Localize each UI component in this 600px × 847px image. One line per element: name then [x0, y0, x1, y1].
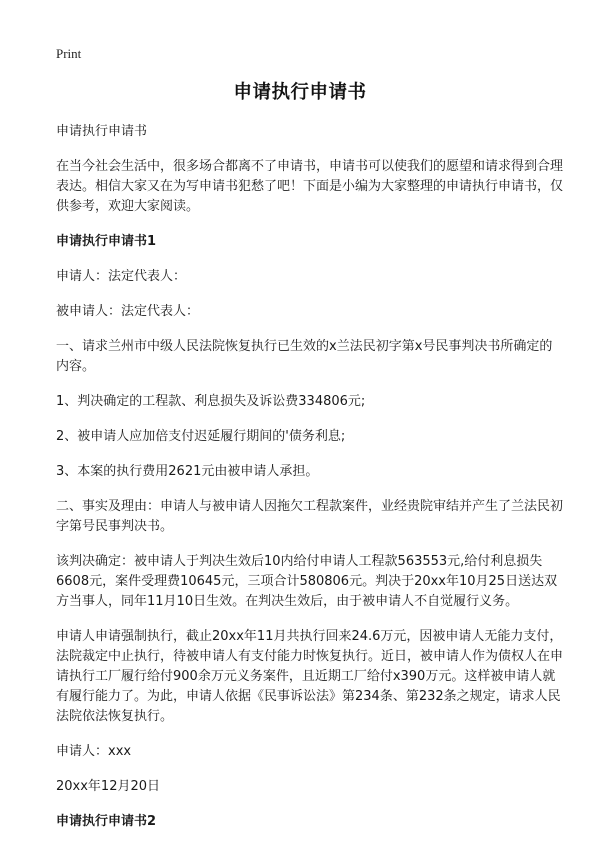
intro-paragraph: 在当今社会生活中，很多场合都离不了申请书，申请书可以使我们的愿望和请求得到合理表达。相信大家又在为写申请书犯愁了吧！下面是小编为大家整理的申请执行申请书，仅供参考，欢迎大家阅读。 [56, 159, 564, 214]
signature-line: 申请人：xxx [56, 744, 132, 759]
request-item-1: 1、判决确定的工程款、利息损失及诉讼费334806元; [56, 394, 366, 409]
judgment-paragraph: 该判决确定：被申请人于判决生效后10内给付申请人工程款563553元,给付利息损失6608元，案件受理费10645元，三项合计580806元。判决于20xx年10月25日送达双方当事人，同年11月10日生效。在判决生效后，由于被申请人不自觉履行义务。 [56, 554, 558, 609]
document-body [56, 122, 564, 847]
facts-paragraph: 二、事实及理由：申请人与被申请人因拖欠工程款案件，业经贵院审结并产生了兰法民初字第号民事判决书。 [56, 499, 564, 534]
request-intro-paragraph: 一、请求兰州市中级人民法院恢复执行已生效的x兰法民初字第x号民事判决书所确定的内容。 [56, 339, 553, 374]
section-heading-1: 申请执行申请书1 [56, 234, 157, 249]
print-link[interactable]: Print [56, 46, 82, 61]
enforcement-paragraph: 申请人申请强制执行，截止20xx年11月共执行回来24.6万元，因被申请人无能力支付，法院裁定中止执行，待被申请人有支付能力时恢复执行。近日，被申请人作为债权人在申请执行工厂履行给付900余万元义务案件，且近期工厂给付x390万元。这样被申请人就有履行能力了。为此，申请人依据《民事诉讼法》第234条、第232条之规定，请求人民法院依法恢复执行。 [56, 629, 564, 724]
request-item-2: 2、被申请人应加倍支付迟延履行期间的'债务利息; [56, 429, 346, 444]
document-subtitle: 申请执行申请书 [56, 124, 148, 139]
respondent-line: 被申请人：法定代表人： [56, 304, 200, 319]
page-title: 申请执行申请书 [233, 82, 367, 103]
date-line: 20xx年12月20日 [56, 779, 161, 794]
section-heading-2: 申请执行申请书2 [56, 814, 157, 829]
request-item-3: 3、本案的执行费用2621元由被申请人承担。 [56, 464, 319, 479]
applicant-line: 申请人：法定代表人： [56, 269, 187, 284]
